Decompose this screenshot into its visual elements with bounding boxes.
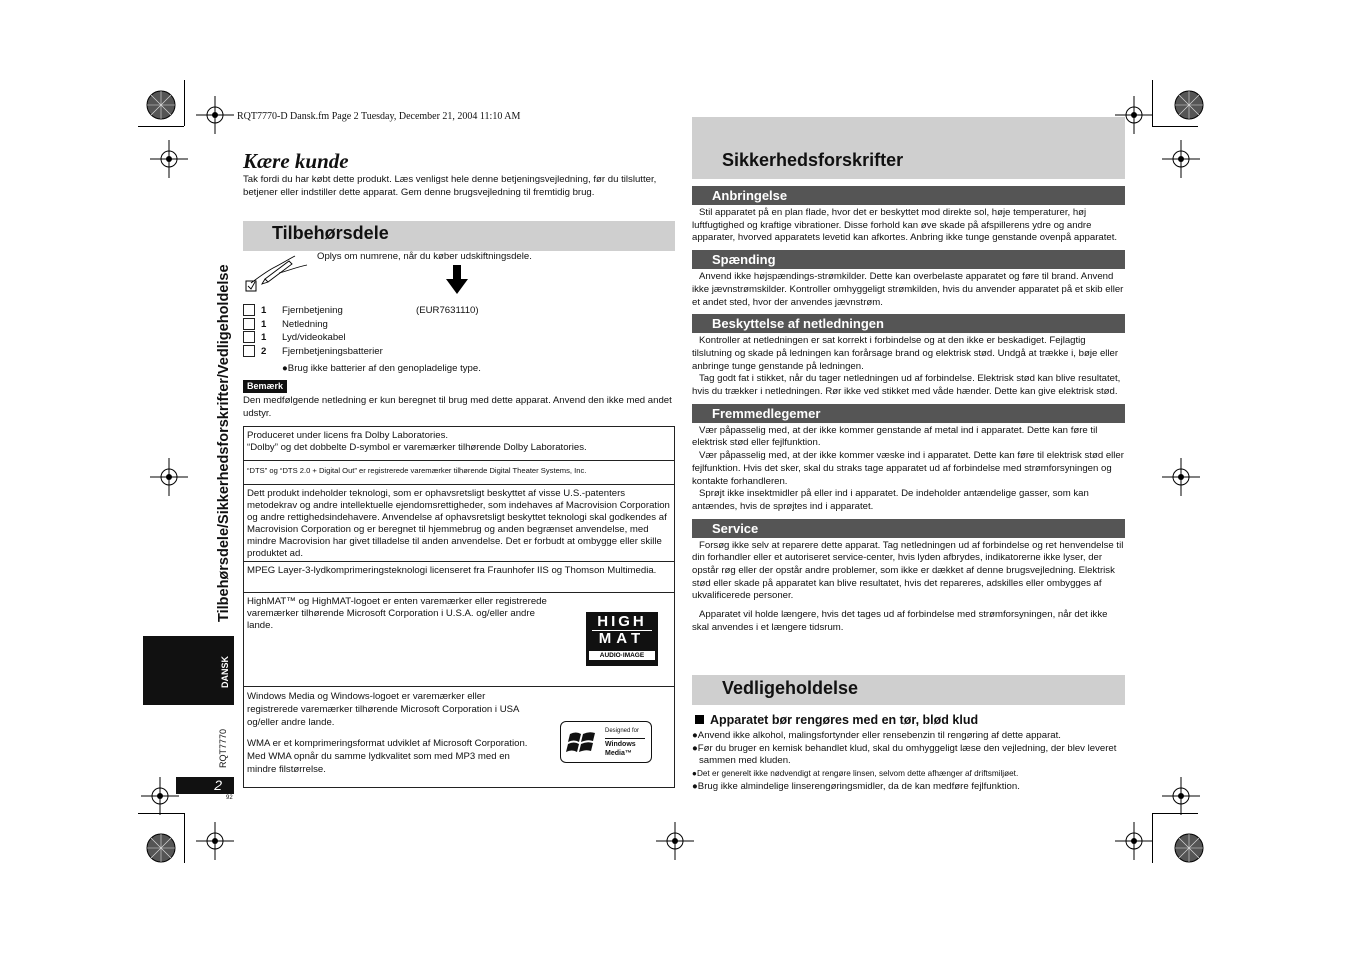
pencil-note-icon: [245, 253, 311, 300]
accessory-qty: 1: [261, 305, 267, 316]
accessory-qty: 1: [261, 318, 267, 330]
registration-mark-right-middle: [1162, 458, 1200, 496]
wm-logo-line1: Windows: [605, 741, 636, 748]
accessory-name: Fjernbetjeningsbatterier: [282, 345, 383, 357]
maintenance-heading: Vedligeholdelse: [722, 678, 859, 698]
dts-cell: [244, 461, 674, 485]
highmat-cell: [244, 593, 674, 687]
highmat-logo-line2: MAT: [592, 630, 652, 647]
macrovision-cell: [244, 485, 674, 562]
dts-text: “DTS” og “DTS 2.0 + Digital Out” er registrerede varemærker tilhørende Digital Theater Systems, Inc.: [247, 466, 587, 475]
section-body-voltage: [692, 269, 1125, 314]
checkbox[interactable]: [243, 318, 255, 330]
maintenance-subheading: [695, 713, 978, 727]
windows-flag-icon: [564, 724, 604, 760]
registration-mark-left-middle: [150, 458, 188, 496]
macrovision-text: Dett produkt indeholder teknologi, som er ophavsretsligt beskyttet af visse U.S.-patenters metodekrav og andre intellektuelle ejendomsrettigheder, som indehaves af Macrovision Corporation og andre rettighedsindehavere. Anvendelse af ophavsretsligt beskyttet teknologi skal godkendes af Macrovision Corporation og er beregnet til hjemmebrug og anden begrænset anvendelse, med mindre Macrovision har givet tilladelse til anden anvendelse. Det er forbudt at ombygge eller skille produktet ad.: [247, 488, 670, 559]
paragraph: Vær påpasselig med, at der ikke kommer genstande af metal ind i apparatet. Dette kan føre til elektrisk stød eller fejlfunktion.: [692, 424, 1098, 449]
bullet-item: ●Det er generelt ikke nødvendigt at rengøre linsen, selvom dette afhænger af driftsmiljøet.: [692, 769, 1019, 779]
square-bullet-icon: [695, 715, 704, 724]
registration-mark-right-lower: [1162, 777, 1200, 815]
bullet-item: ●Brug ikke almindelige linserengøringsmidler, da de kan medføre fejlfunktion.: [692, 780, 1020, 792]
registration-mark-bottom-center: [656, 822, 694, 860]
checkbox[interactable]: [243, 304, 255, 316]
replacement-parts-note: Oplys om numrene, når du køber udskiftningsdele.: [317, 251, 532, 262]
section-body-power-cord: [692, 333, 1125, 404]
section-heading-placement: Anbringelse: [692, 186, 1125, 205]
dolby-line2: “Dolby” og det dobbelte D-symbol er varemærker tilhørende Dolby Laboratories.: [247, 442, 587, 453]
checkbox[interactable]: [243, 345, 255, 357]
highmat-logo-line3: AUDIO·IMAGE: [589, 651, 655, 660]
highmat-logo: [586, 612, 658, 666]
crop-line: [138, 813, 184, 814]
accessory-qty: 2: [261, 345, 267, 357]
starburst-mark-bottom-left: [146, 833, 176, 863]
crop-line: [1152, 80, 1153, 126]
dolby-cell: [244, 427, 674, 461]
wm-logo-designed: Designed for: [605, 725, 645, 739]
model-number: RQT7770: [218, 728, 228, 768]
section-body-placement: [692, 205, 1125, 250]
maintenance-subheading-text: Apparatet bør rengøres med en tør, blød klud: [710, 713, 979, 727]
dolby-line1: Produceret under licens fra Dolby Laboratories.: [247, 430, 449, 441]
registration-mark-left-upper: [150, 140, 188, 178]
bullet-item: ●Før du bruger en kemisk behandlet klud, skal du omhyggeligt læse den vejledning, der blev leveret sammen med kluden.: [692, 742, 1117, 767]
accessory-item: [243, 345, 673, 359]
accessory-qty: 1: [261, 332, 267, 343]
windows-media-logo: [560, 721, 652, 763]
starburst-mark-top-right: [1174, 90, 1204, 120]
note-label: Bemærk: [243, 380, 287, 393]
maintenance-heading-band: [692, 675, 1125, 705]
small-page-number: 92: [226, 795, 233, 801]
wm-logo-line2: Media™: [605, 750, 632, 757]
battery-note: ●Brug ikke batterier af den genopladelige type.: [282, 363, 481, 374]
paragraph: Vær påpasselig med, at der ikke kommer væske ind i apparatet. Dette kan føre til elektrisk stød eller fejlfunktion. Hvis det sker, skal du straks tage apparatet ud af forbindelse med strømforsyningen og kontakte forhandleren.: [692, 450, 1124, 487]
mpeg-text: MPEG Layer-3-lydkomprimeringsteknologi licenseret fra Fraunhofer IIS og Thomson Multimedia.: [247, 565, 657, 576]
accessory-item: [243, 331, 673, 345]
maintenance-bullets: [692, 730, 1125, 794]
language-label: DANSK: [220, 655, 230, 688]
page-number: 2: [214, 777, 222, 793]
accessory-list: [243, 304, 673, 358]
section-heading-voltage: Spænding: [692, 250, 1125, 269]
wma-text: WMA er et komprimeringsformat udviklet af Microsoft Corporation. Med WMA opnår du samme lydkvalitet som med MP3 med en mindre filstørrelse.: [247, 738, 528, 775]
paragraph: Kontroller at netledningen er sat korrekt i forbindelse og at den ikke er beskadiget. Fejlagtig tilslutning og skade på ledningen kan forårsage brand og elektrisk stød. Undgå at trække i, bøje eller anbringe tunge genstande på ledningen.: [692, 335, 1119, 372]
crop-line: [1152, 813, 1153, 863]
section-body-foreign-objects: [692, 423, 1125, 519]
windows-media-cell: [244, 687, 674, 779]
registration-mark-left-lower: [141, 777, 179, 815]
vertical-section-title: Tilbehørsdele/Sikkerhedsforskrifter/Vedligeholdelse: [216, 264, 232, 622]
intro-text: Tak fordi du har købt dette produkt. Læs venligst hele denne betjeningsvejledning, før du tilslutter, betjener eller indstiller dette apparat. Gem denne brugsvejledning til fremtidig brug.: [243, 174, 657, 198]
crop-line: [184, 813, 185, 863]
paragraph: Stil apparatet på en plan flade, hvor det er beskyttet mod direkte sol, høje temperaturer, høj luftfugtighed og kraftige vibrationer. Disse forhold kan øve skade på afspillerens ydre og andre apparater, hvorved apparatets levetid kan afkortes. Anbring ikke tunge genstande ovenpå apparatet.: [692, 207, 1118, 244]
paragraph: Apparatet vil holde længere, hvis det tages ud af forbindelse med strømforsyningen, når det ikke skal anvendes i et længere tidsrum.: [692, 609, 1108, 633]
crop-line: [1152, 813, 1198, 814]
license-box: [243, 426, 675, 788]
page-title: Kære kunde: [243, 149, 349, 173]
accessory-name: Lyd/videokabel: [282, 332, 346, 343]
registration-mark-top-left: [196, 96, 234, 134]
crop-line: [138, 126, 184, 127]
accessories-heading: [243, 221, 675, 251]
mpeg-cell: [244, 562, 674, 593]
paragraph: Sprøjt ikke insektmidler på eller ind i apparatet. De indeholder antændelige gasser, som kan antændes, hvis de sprøjtes ind i apparatet.: [692, 488, 1089, 512]
paragraph: Forsøg ikke selv at reparere dette apparat. Tag netledningen ud af forbindelse og ret henvendelse til din forhandler eller et autoriseret service-center, hvis lyden afbrydes, indikatorerne ikke lyser, der opstår røg eller der opstår andre problemer, som ikke er dækket af denne brugsvejledning. Elektrisk stød eller skade på apparatet kan blive resultatet, hvis det repareres, adskilles eller ombygges af ukvalificerede personer.: [692, 539, 1124, 602]
accessory-name: Fjernbetjening: [282, 305, 343, 316]
paragraph: Tag godt fat i stikket, når du tager netledningen ud af forbindelse. Elektrisk stød kan blive resultatet, hvis du trækker i netledningen. Rør ikke ved stikket med våde hænder. Dette kan give elektrisk stød.: [692, 373, 1121, 398]
crop-line: [1152, 126, 1198, 127]
safety-heading: Sikkerhedsforskrifter: [722, 150, 904, 170]
highmat-logo-line1: HIGH: [597, 613, 647, 630]
windows-media-text: Windows Media og Windows-logoet er varemærker eller registrerede varemærker tilhørende Microsoft Corporation i USA og/eller andre lande.: [247, 691, 519, 728]
checkbox[interactable]: [243, 331, 255, 343]
section-heading-power-cord: Beskyttelse af netledningen: [692, 314, 1125, 333]
down-arrow-icon: [446, 265, 468, 300]
paragraph: Anvend ikke højspændings-strømkilder. Dette kan overbelaste apparatet og føre til brand. Anvend ikke jævnstrømskilder. Kontroller omhyggeligt strømkilden, hvis du anvender apparatet på et skib eller et andet sted, hvor der anvendes jævnstrøm.: [692, 271, 1124, 308]
section-heading-foreign-objects: Fremmedlegemer: [692, 404, 1125, 423]
registration-mark-bottom-right: [1115, 822, 1153, 860]
note-text: Den medfølgende netledning er kun beregnet til brug med dette apparat. Anvend den ikke med andet udstyr.: [243, 395, 672, 419]
registration-mark-right-upper: [1162, 140, 1200, 178]
registration-mark-bottom-left: [196, 822, 234, 860]
accessory-name: Netledning: [282, 318, 328, 330]
section-body-service: [692, 538, 1125, 635]
bullet-item: ●Anvend ikke alkohol, malingsfortynder eller rensebenzin til rengøring af dette apparat.: [692, 730, 1061, 741]
crop-line: [184, 80, 185, 126]
accessory-code: (EUR7631110): [416, 305, 479, 316]
highmat-text: HighMAT™ og HighMAT-logoet er enten varemærker eller registrerede varemærker tilhørende Microsoft Corporation i U.S.A. og/eller andre lande.: [247, 596, 547, 631]
safety-heading-band: [692, 117, 1125, 179]
safety-content: [692, 186, 1125, 635]
starburst-mark-bottom-right: [1174, 833, 1204, 863]
accessory-item: [243, 304, 673, 318]
starburst-mark-top-left: [146, 90, 176, 120]
file-header: RQT7770-D Dansk.fm Page 2 Tuesday, December 21, 2004 11:10 AM: [237, 111, 521, 122]
accessories-heading-label: Tilbehørsdele: [272, 223, 389, 243]
accessory-item: [243, 318, 673, 332]
section-heading-service: Service: [692, 519, 1125, 538]
